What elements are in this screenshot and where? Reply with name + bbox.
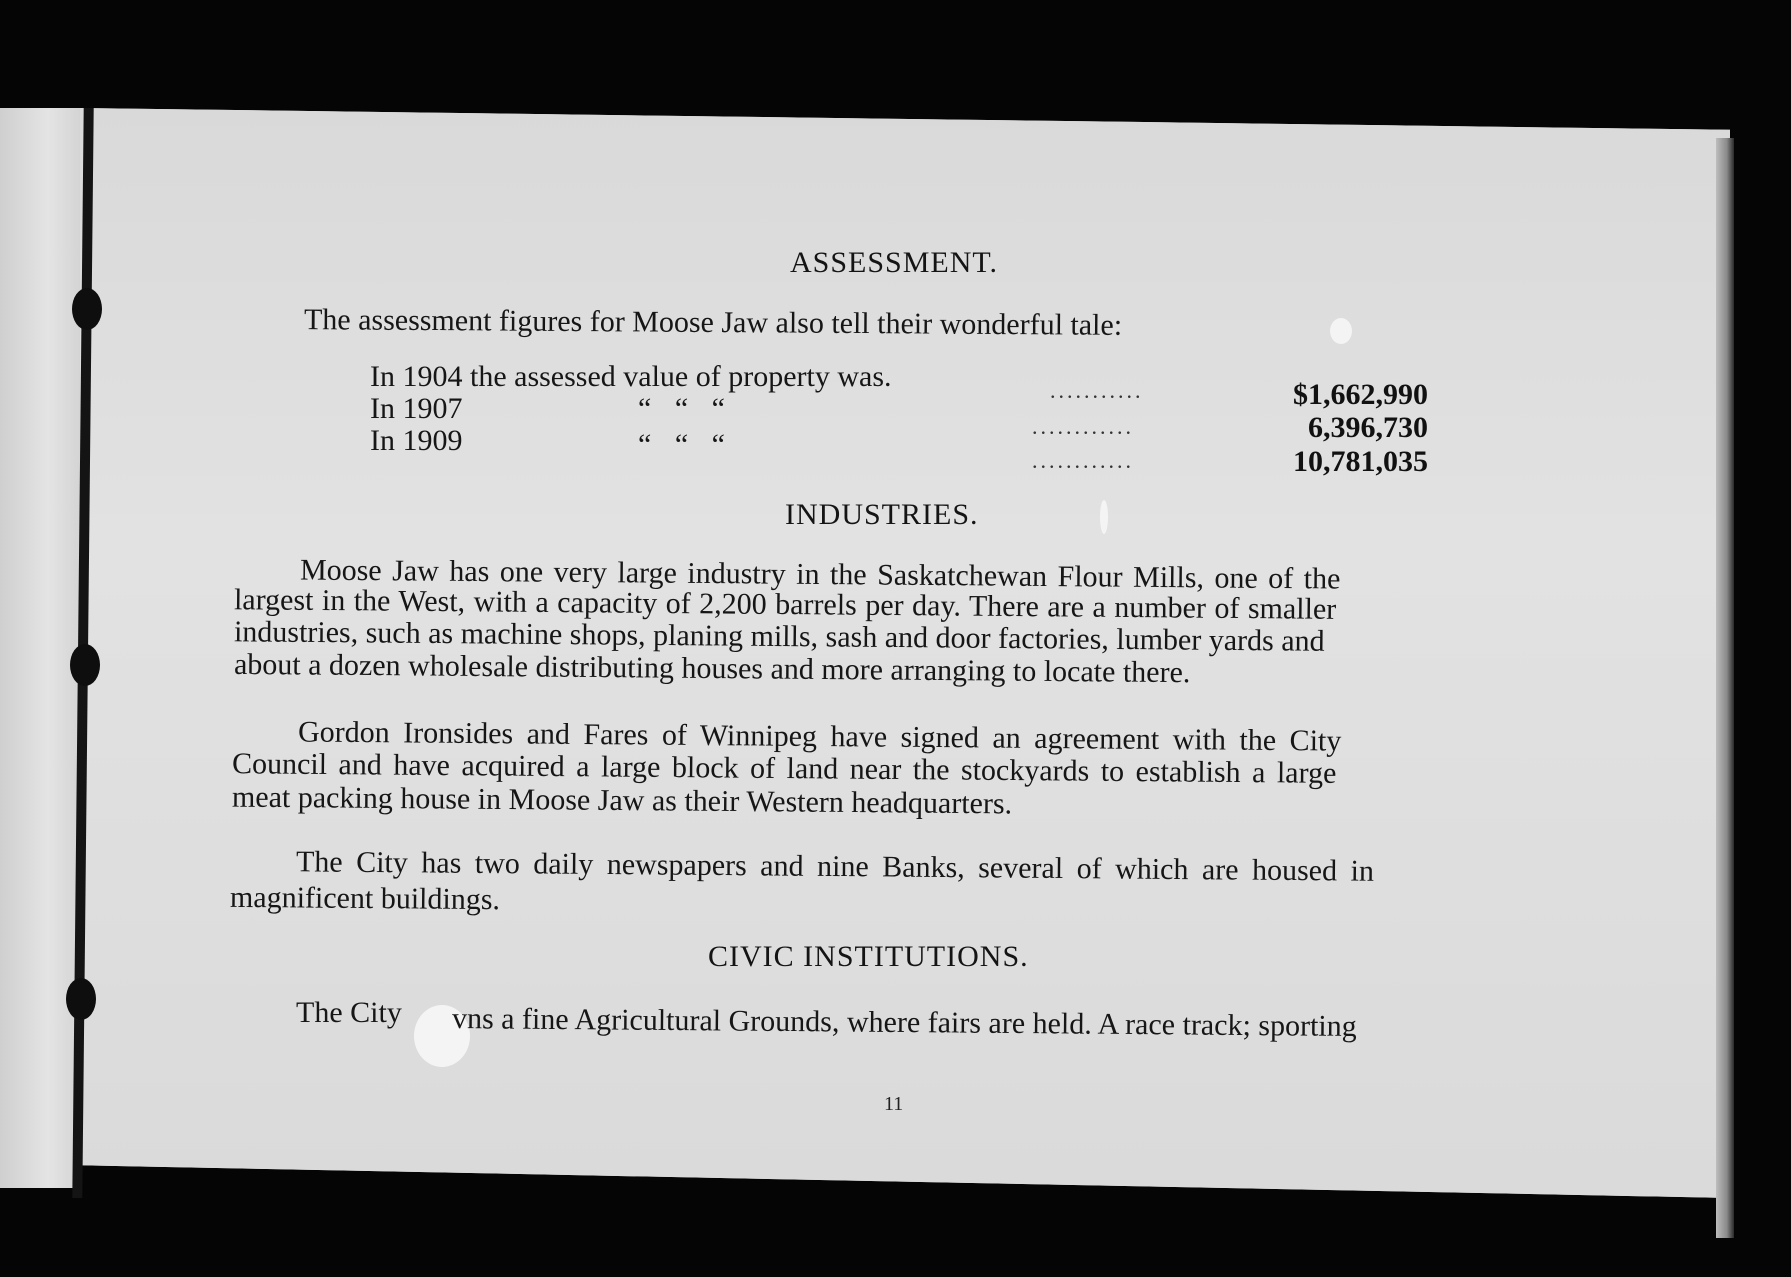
civic-text-start: The City — [296, 996, 402, 1029]
assessment-amount: $1,662,990 — [1293, 378, 1428, 411]
assessment-amount: 6,396,730 — [1308, 411, 1428, 444]
text-line: about a dozen wholesale distributing houses and more arranging to locate there. — [233, 647, 1191, 690]
assessment-row-label: In 1907 — [370, 392, 463, 425]
assessment-row-label: In 1909 — [370, 424, 463, 457]
assessment-row-label: In 1904 the assessed value of property was. — [370, 360, 892, 393]
text-line: industries, such as machine shops, planing mills, sash and door factories, lumber yards and — [233, 615, 1325, 658]
heading-assessment: ASSESSMENT. — [790, 246, 998, 279]
previous-page-edge — [0, 108, 80, 1188]
text-line: magnificent buildings. — [229, 880, 501, 917]
leader-dots: ........... — [1050, 378, 1144, 403]
civic-text-rest: vns a fine Agricultural Grounds, where fairs are held. A race track; sporting — [451, 1002, 1357, 1043]
leader-dots: ............ — [1032, 414, 1134, 439]
leader-dots: ............ — [1032, 448, 1134, 473]
binding-stitch — [70, 644, 100, 686]
paper-blemish — [1330, 318, 1352, 344]
binding-stitch — [66, 978, 96, 1020]
paper-blemish — [1100, 500, 1108, 534]
ditto-marks: “ “ “ — [638, 428, 733, 461]
ditto-marks: “ “ “ — [638, 392, 733, 425]
text-line: The City has two daily newspapers and nine Banks, several of which are housed in — [295, 845, 1375, 888]
text-line: Moose Jaw has one very large industry in the Saskatchewan Flour Mills, one of the — [299, 553, 1341, 596]
text-line: largest in the West, with a capacity of 2,200 barrels per day. There are a number of smaller — [233, 583, 1337, 626]
assessment-amount: 10,781,035 — [1293, 445, 1428, 478]
heading-industries: INDUSTRIES. — [785, 498, 979, 531]
text-line: Gordon Ironsides and Fares of Winnipeg have signed an agreement with the City — [297, 715, 1342, 758]
heading-civic-institutions: CIVIC INSTITUTIONS. — [708, 940, 1029, 973]
binding-stitch — [72, 288, 102, 330]
page-stack-edge — [1716, 138, 1734, 1238]
assessment-intro: The assessment figures for Moose Jaw also tell their wonderful tale: — [303, 303, 1123, 342]
page-number: 11 — [884, 1093, 904, 1115]
text-line: meat packing house in Moose Jaw as their Western headquarters. — [231, 780, 1013, 821]
text-line: Council and have acquired a large block of land near the stockyards to establish a large — [231, 747, 1337, 790]
